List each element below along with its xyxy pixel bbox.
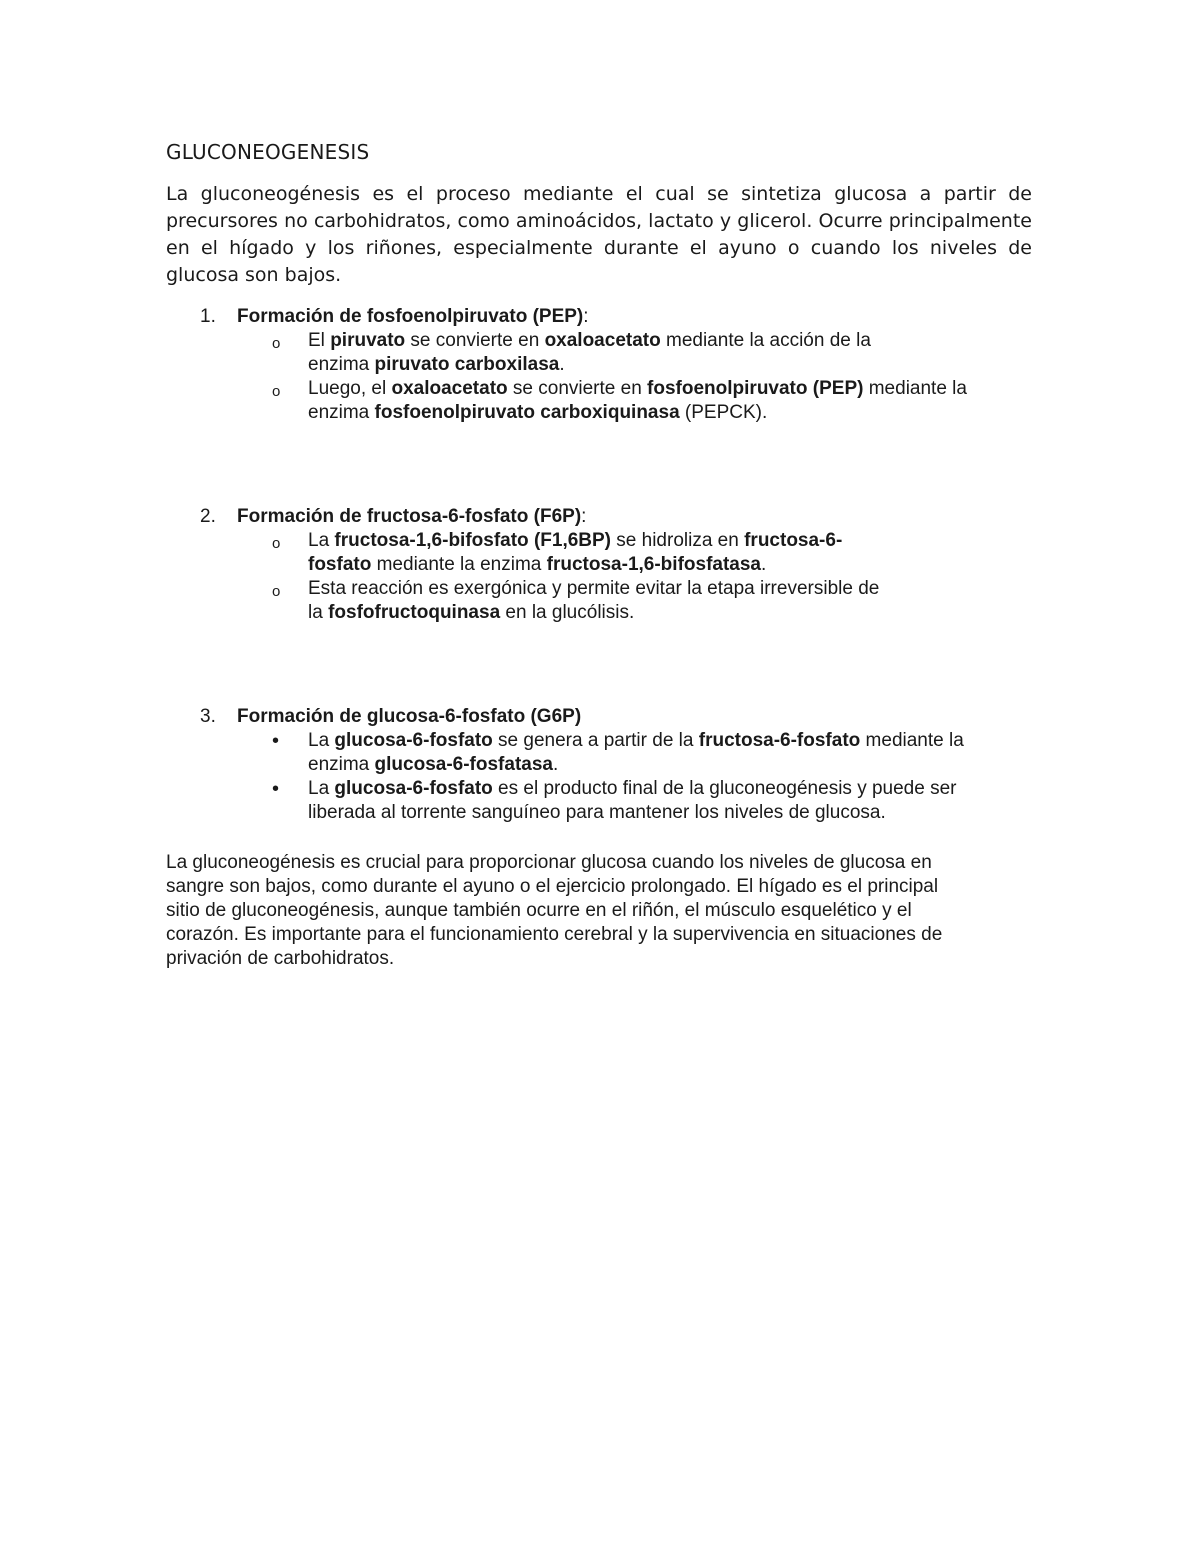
item-bold: glucosa-6-fosfatasa (374, 754, 553, 775)
list-item (200, 329, 1060, 377)
step-title: Formación de glucosa-6-fosfato (G6P) (237, 706, 582, 727)
step-heading (200, 705, 1060, 729)
item-bold: fructosa-1,6-bifosfato (F1,6BP) (334, 530, 612, 551)
closing-line: sangre son bajos, como durante el ayuno o el ejercicio prolongado. El hígado es el principal (166, 876, 939, 897)
list-item (200, 577, 1060, 625)
list-item (200, 529, 1060, 577)
bullet-dot-icon: • (272, 778, 280, 800)
step-items (200, 329, 1060, 425)
step-heading (200, 505, 1060, 529)
item-bold: fructosa-6- (744, 530, 843, 551)
step-3 (200, 705, 1060, 825)
item-text: La (308, 730, 335, 751)
item-text: La (308, 778, 335, 799)
item-bold: fosfato (308, 554, 372, 575)
intro-paragraph: La gluconeogénesis es el proceso mediante el cual se sintetiza glucosa a partir de precursores no carbohidratos, como aminoácidos, lactato y glicerol. Ocurre principalmente en el hígado y los riñones, especialmente durante el ayuno o cuando los niveles de glucosa son bajos. (166, 183, 1032, 286)
step-items (200, 529, 1060, 625)
closing-paragraph (166, 851, 1046, 971)
list-item (200, 377, 1060, 425)
item-text: la (308, 602, 329, 623)
step-title-suffix: : (583, 306, 589, 327)
list-item (200, 777, 1060, 825)
circle-bullet-icon: o (272, 583, 281, 600)
step-2 (200, 505, 1060, 625)
item-text: mediante la acción de la (660, 330, 871, 351)
step-items (200, 729, 1060, 825)
step-title: Formación de fosfoenolpiruvato (PEP) (237, 306, 584, 327)
item-text: enzima (308, 402, 375, 423)
step-heading (200, 305, 1060, 329)
item-bold: oxaloacetato (391, 378, 508, 399)
item-text: La (308, 530, 335, 551)
item-bold: fructosa-1,6-bifosfatasa (546, 554, 761, 575)
circle-bullet-icon: o (272, 535, 281, 552)
step-1 (200, 305, 1060, 425)
item-text: mediante la (863, 378, 967, 399)
circle-bullet-icon: o (272, 383, 281, 400)
item-bold: fosfofructoquinasa (328, 602, 501, 623)
step-title: Formación de fructosa-6-fosfato (F6P) (237, 506, 582, 527)
item-bold: oxaloacetato (544, 330, 661, 351)
closing-line: sitio de gluconeogénesis, aunque también ocurre en el riñón, el músculo esquelético y el (166, 900, 912, 921)
item-text: liberada al torrente sanguíneo para mantener los niveles de glucosa. (308, 802, 886, 823)
item-bold: piruvato (330, 330, 406, 351)
closing-line: corazón. Es importante para el funcionamiento cerebral y la supervivencia en situaciones de (166, 924, 943, 945)
step-number: 3. (200, 706, 216, 727)
item-text: se hidroliza en (611, 530, 745, 551)
closing-line: La gluconeogénesis es crucial para proporcionar glucosa cuando los niveles de glucosa en (166, 852, 932, 873)
item-text: El (308, 330, 331, 351)
step-number: 1. (200, 306, 216, 327)
item-text: . (552, 754, 559, 775)
item-text: mediante la enzima (371, 554, 547, 575)
item-text: es el producto final de la gluconeogénesis y puede ser (492, 778, 957, 799)
step-title-suffix: : (581, 506, 587, 527)
item-text: Luego, el (308, 378, 392, 399)
item-text: . (761, 554, 767, 575)
step-number: 2. (200, 506, 216, 527)
item-text: se convierte en (405, 330, 545, 351)
item-text: (PEPCK). (679, 402, 768, 423)
item-bold: fosfoenolpiruvato (PEP) (647, 378, 864, 399)
closing-line: privación de carbohidratos. (166, 948, 395, 969)
item-text: enzima (308, 754, 375, 775)
circle-bullet-icon: o (272, 335, 281, 352)
bullet-dot-icon: • (272, 730, 280, 752)
list-item (200, 729, 1060, 777)
item-bold: glucosa-6-fosfato (334, 778, 493, 799)
item-bold: piruvato carboxilasa (374, 354, 560, 375)
item-bold: fructosa-6-fosfato (698, 730, 861, 751)
item-text: se genera a partir de la (492, 730, 699, 751)
item-text: se convierte en (507, 378, 648, 399)
item-text: mediante la (860, 730, 964, 751)
item-bold: glucosa-6-fosfato (334, 730, 493, 751)
item-text: enzima (308, 354, 375, 375)
item-bold: fosfoenolpiruvato carboxiquinasa (374, 402, 680, 423)
item-text: en la glucólisis. (500, 602, 635, 623)
document-title: GLUCONEOGENESIS (166, 140, 370, 164)
item-text: . (559, 354, 565, 375)
item-text: Esta reacción es exergónica y permite evitar la etapa irreversible de (308, 578, 880, 599)
